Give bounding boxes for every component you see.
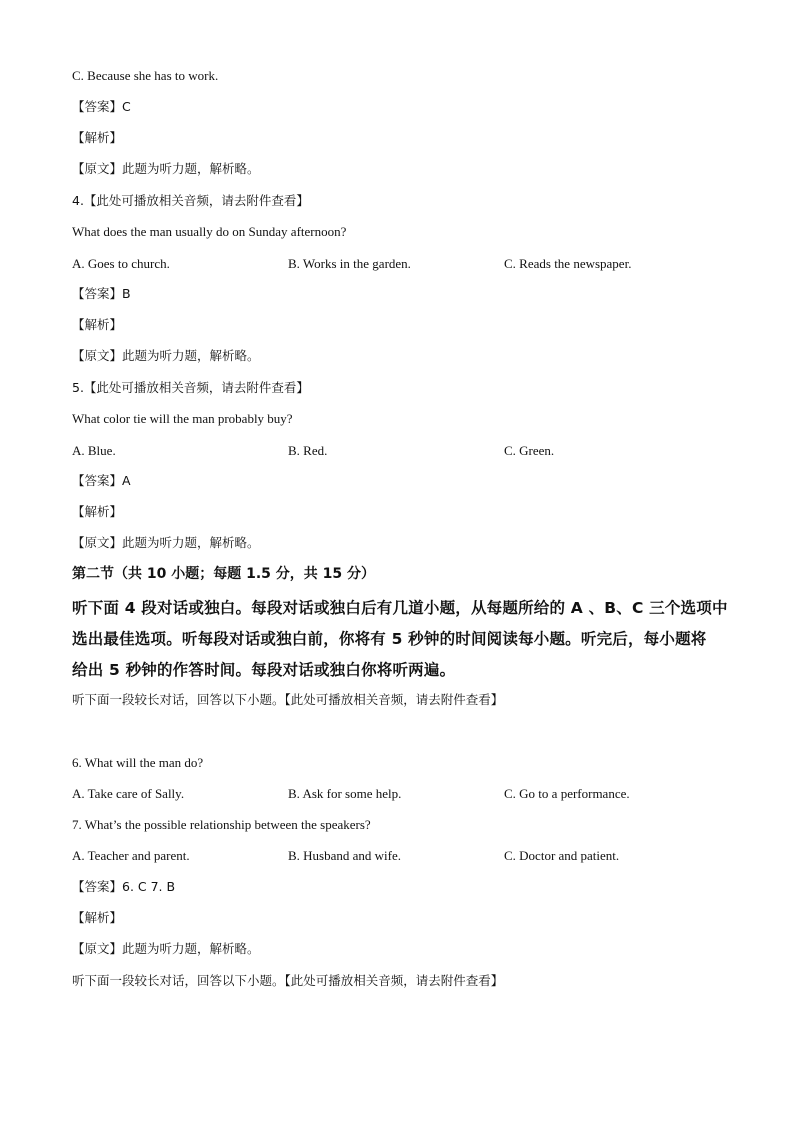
q7-option-b: B. Husband and wife.	[288, 848, 402, 863]
q3-answer: 【答案】C	[72, 99, 131, 114]
q3-original-text: 【原文】此题为听力题，解析略。	[72, 161, 260, 176]
q3-analysis-label: 【解析】	[72, 130, 123, 145]
q6-question: 6. What will the man do?	[72, 755, 204, 770]
q5-question: What color tie will the man probably buy?	[72, 411, 293, 426]
q6-option-a: A. Take care of Sally.	[72, 786, 185, 801]
dialog2-intro: 听下面一段较长对话，回答以下小题。【此处可播放相关音频，请去附件查看】	[72, 973, 504, 988]
q4-question: What does the man usually do on Sunday afternoon?	[72, 224, 347, 239]
q4-audio-heading: 4.【此处可播放相关音频，请去附件查看】	[72, 193, 309, 208]
section2-title: 第二节（共 10 小题；每题 1.5 分，共 15 分）	[72, 566, 376, 582]
q3-option-c: C. Because she has to work.	[72, 68, 219, 83]
q6-q7-original-text: 【原文】此题为听力题，解析略。	[72, 941, 260, 956]
q5-original-text: 【原文】此题为听力题，解析略。	[72, 535, 260, 550]
q7-option-c: C. Doctor and patient.	[504, 848, 620, 863]
q5-audio-heading: 5.【此处可播放相关音频，请去附件查看】	[72, 380, 309, 395]
q4-option-a: A. Goes to church.	[72, 256, 170, 271]
q7-option-a: A. Teacher and parent.	[72, 848, 190, 863]
section2-instruction-line1: 听下面 4 段对话或独白。每段对话或独白后有几道小题，从每题所给的 A 、B、C 三个选项中	[72, 599, 728, 617]
q4-analysis-label: 【解析】	[72, 317, 123, 332]
q4-original-text: 【原文】此题为听力题，解析略。	[72, 348, 260, 363]
q5-option-b: B. Red.	[288, 443, 328, 458]
section2-instruction-line2: 选出最佳选项。听每段对话或独白前，你将有 5 秒钟的时间阅读每小题。听完后，每小题将	[72, 630, 707, 648]
q6-option-c: C. Go to a performance.	[504, 786, 630, 801]
section2-instruction-line3: 给出 5 秒钟的作答时间。每段对话或独白你将听两遍。	[72, 661, 456, 679]
dialog1-intro: 听下面一段较长对话，回答以下小题。【此处可播放相关音频，请去附件查看】	[72, 692, 504, 707]
q6-q7-answer: 【答案】6. C 7. B	[72, 879, 176, 894]
q4-option-b: B. Works in the garden.	[288, 256, 411, 271]
q6-option-b: B. Ask for some help.	[288, 786, 402, 801]
q5-option-a: A. Blue.	[72, 443, 116, 458]
q6-q7-analysis-label: 【解析】	[72, 910, 123, 925]
q4-answer: 【答案】B	[72, 286, 131, 301]
q5-option-c: C. Green.	[504, 443, 555, 458]
q5-analysis-label: 【解析】	[72, 504, 123, 519]
q4-option-c: C. Reads the newspaper.	[504, 256, 632, 271]
q5-answer: 【答案】A	[72, 473, 131, 488]
q7-question: 7. What’s the possible relationship between the speakers?	[72, 817, 371, 832]
